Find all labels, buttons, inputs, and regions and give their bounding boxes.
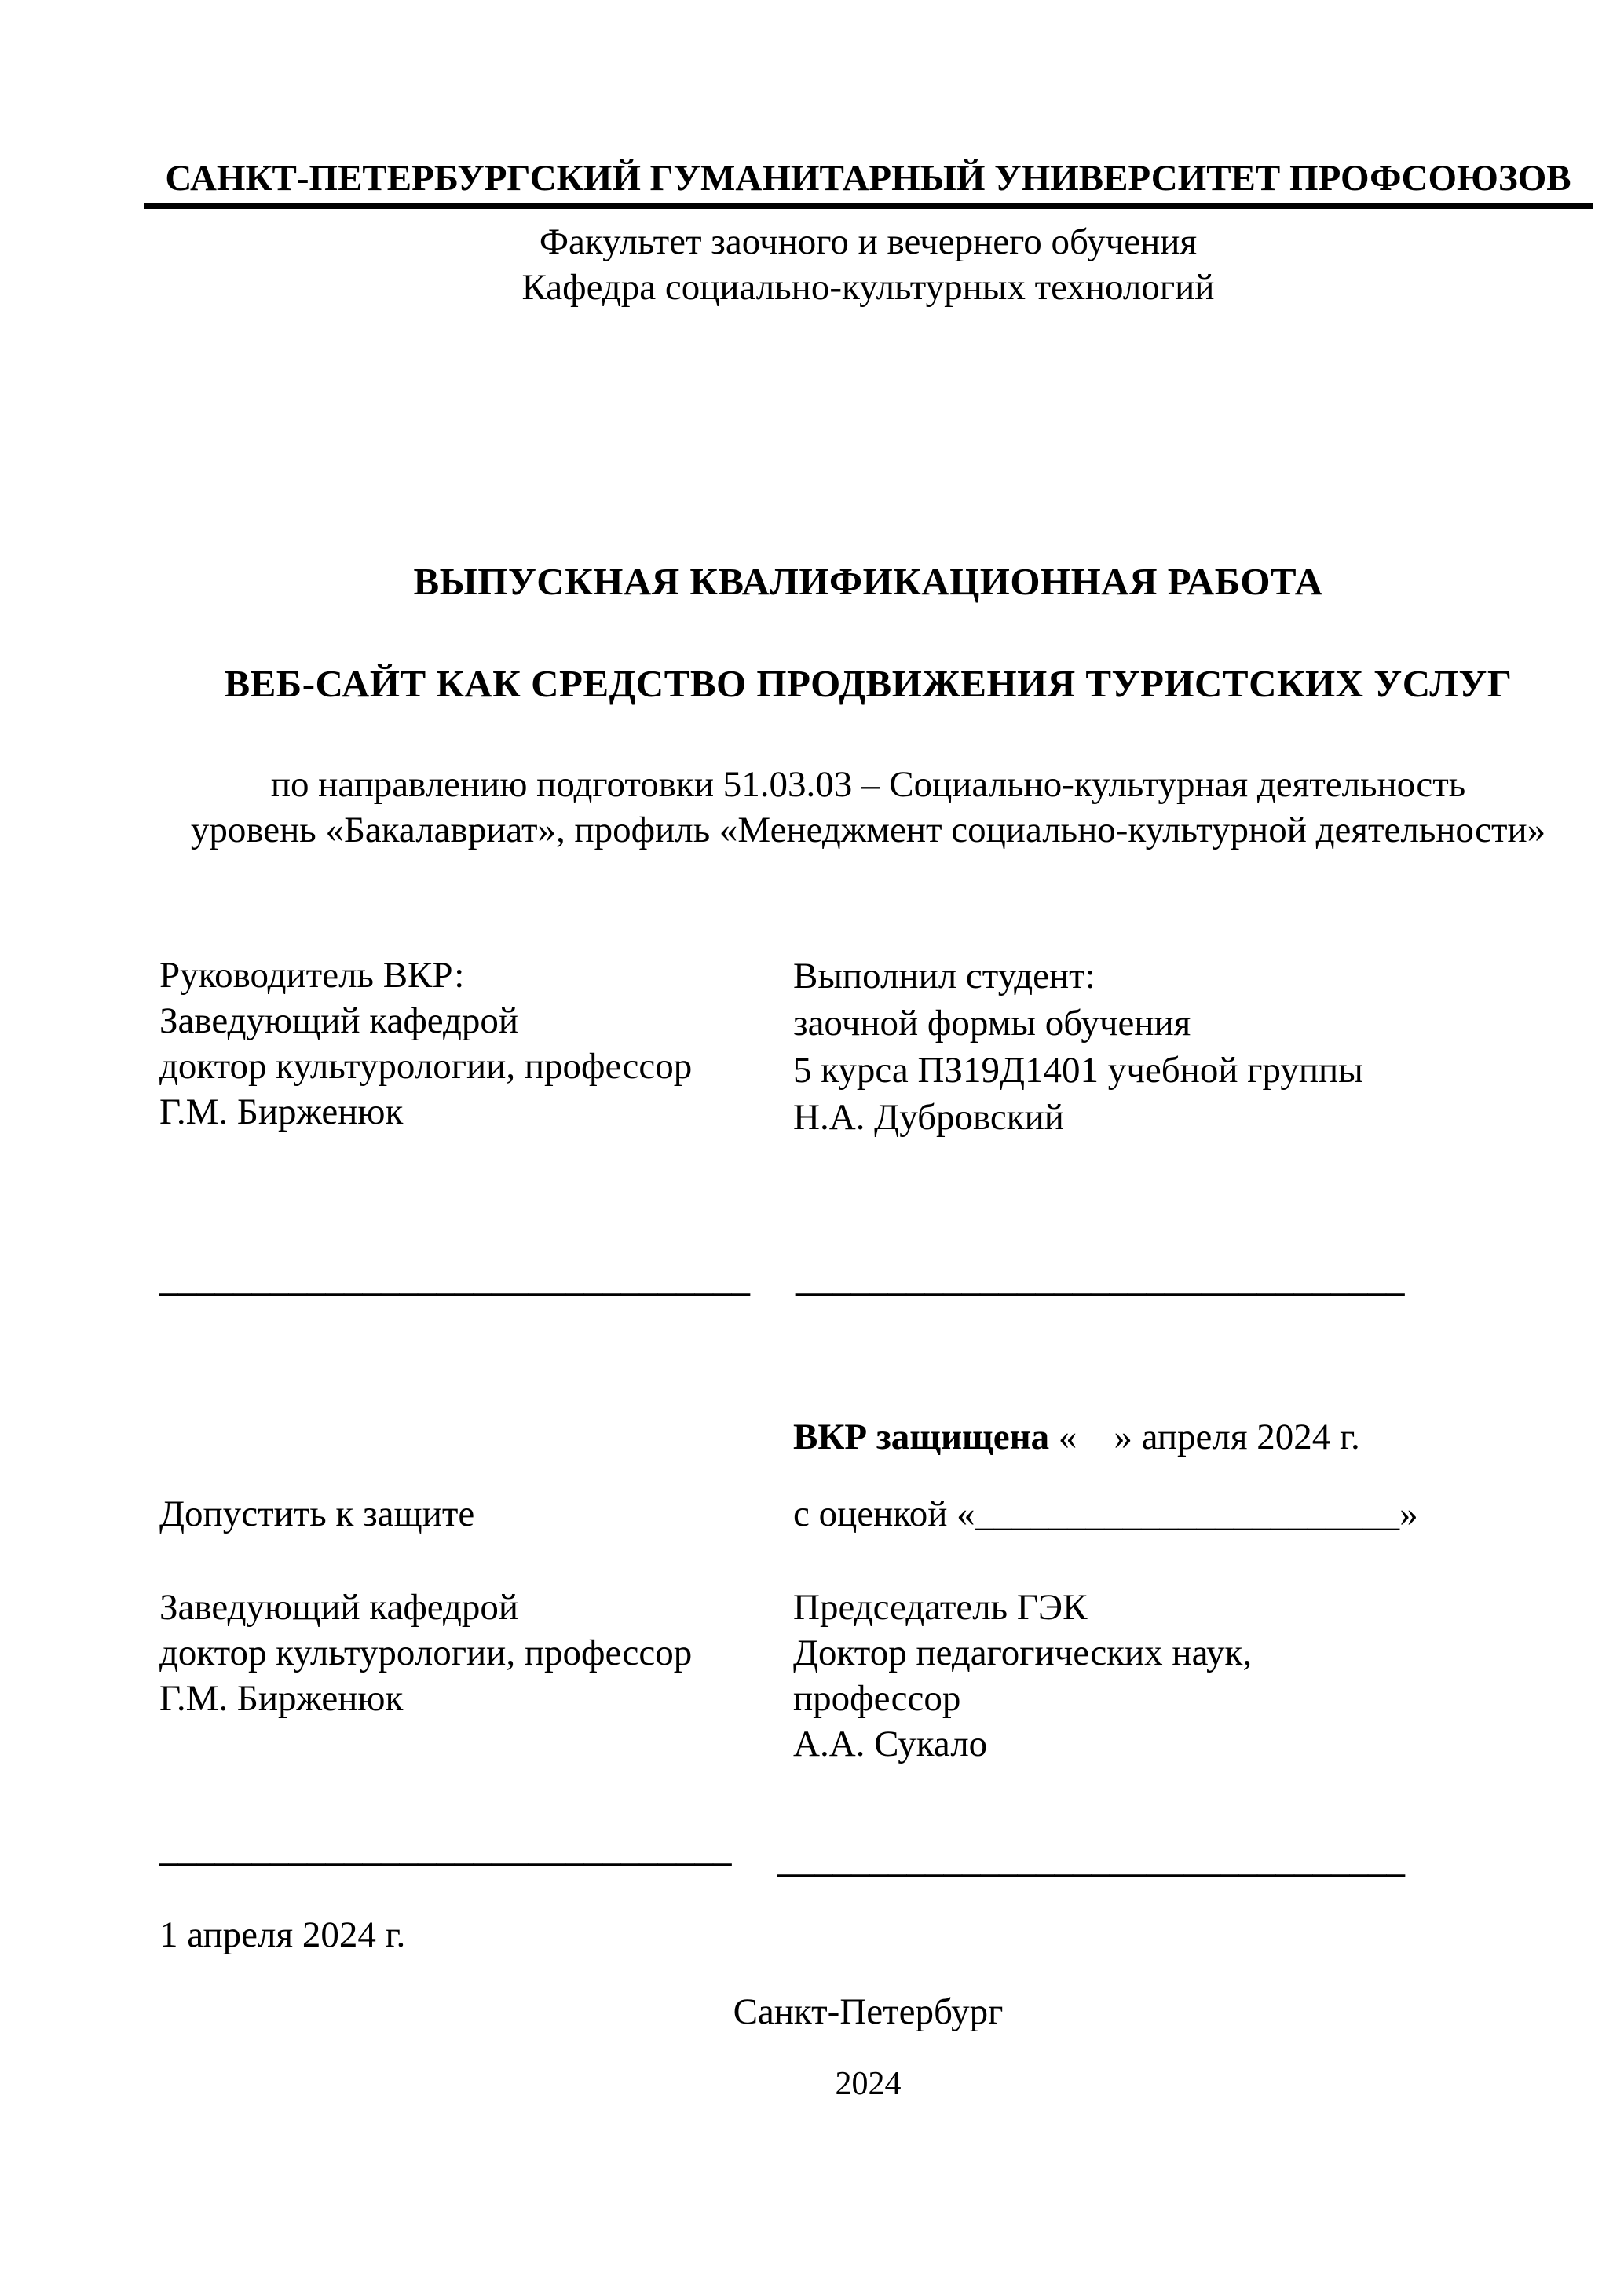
supervisor-block xyxy=(159,952,692,1135)
header-rule xyxy=(144,203,1593,209)
supervisor-label: Руководитель ВКР: xyxy=(159,955,465,996)
student-group: 5 курса ПЗ19Д1401 учебной группы xyxy=(793,1050,1363,1091)
admit-line: Допустить к защите xyxy=(159,1493,475,1534)
program-direction: по направлению подготовки 51.03.03 – Социально-культурная деятельность xyxy=(270,764,1466,805)
signature-line-supervisor: ________________________________ xyxy=(159,1259,750,1300)
signature-line-chair: __________________________________ xyxy=(777,1840,1405,1881)
chair-name: А.А. Сукало xyxy=(793,1724,988,1764)
gek-chair-block xyxy=(793,1585,1252,1767)
grade-suffix: » xyxy=(1399,1493,1418,1534)
signature-line-head: _______________________________ xyxy=(159,1829,732,1870)
student-label: Выполнил студент: xyxy=(793,956,1095,996)
supervisor-position: Заведующий кафедрой xyxy=(159,1000,519,1041)
defense-date-label: ВКР защищена xyxy=(793,1417,1050,1457)
city-line: Санкт-Петербург xyxy=(733,1991,1004,2032)
chair-degree2: профессор xyxy=(793,1678,961,1719)
head-position: Заведующий кафедрой xyxy=(159,1587,519,1628)
defense-date-value: « » апреля 2024 г. xyxy=(1049,1417,1360,1457)
head-name: Г.М. Бирженюк xyxy=(159,1678,404,1719)
chair-degree1: Доктор педагогических наук, xyxy=(793,1632,1253,1673)
work-title: ВЕБ-САЙТ КАК СРЕДСТВО ПРОДВИЖЕНИЯ ТУРИСТСКИХ УСЛУГ xyxy=(224,662,1512,705)
defense-date-line xyxy=(793,1416,1360,1458)
student-block xyxy=(793,952,1363,1141)
grade-blank-line: _______________________ xyxy=(975,1493,1400,1534)
signature-line-student: _________________________________ xyxy=(796,1259,1405,1300)
faculty-line: Факультет заочного и вечернего обучения xyxy=(539,221,1198,262)
university-name: САНКТ-ПЕТЕРБУРГСКИЙ ГУМАНИТАРНЫЙ УНИВЕРСИТЕТ ПРОФСОЮЗОВ xyxy=(165,158,1571,199)
program-profile: уровень «Бакалавриат», профиль «Менеджмент социально-культурной деятельности» xyxy=(190,810,1546,850)
admission-date: 1 апреля 2024 г. xyxy=(159,1914,406,1955)
supervisor-name: Г.М. Бирженюк xyxy=(159,1091,404,1132)
work-type-title: ВЫПУСКНАЯ КВАЛИФИКАЦИОННАЯ РАБОТА xyxy=(413,560,1323,603)
head-degree: доктор культурологии, профессор xyxy=(159,1632,693,1673)
department-line: Кафедра социально-культурных технологий xyxy=(521,267,1215,308)
department-head-block xyxy=(159,1585,692,1721)
student-name: Н.А. Дубровский xyxy=(793,1097,1064,1138)
supervisor-degree: доктор культурологии, профессор xyxy=(159,1046,693,1087)
grade-line xyxy=(793,1493,1418,1535)
year-line: 2024 xyxy=(835,2066,902,2102)
grade-prefix: с оценкой « xyxy=(793,1493,975,1534)
student-form: заочной формы обучения xyxy=(793,1003,1191,1044)
chair-label: Председатель ГЭК xyxy=(793,1587,1088,1628)
